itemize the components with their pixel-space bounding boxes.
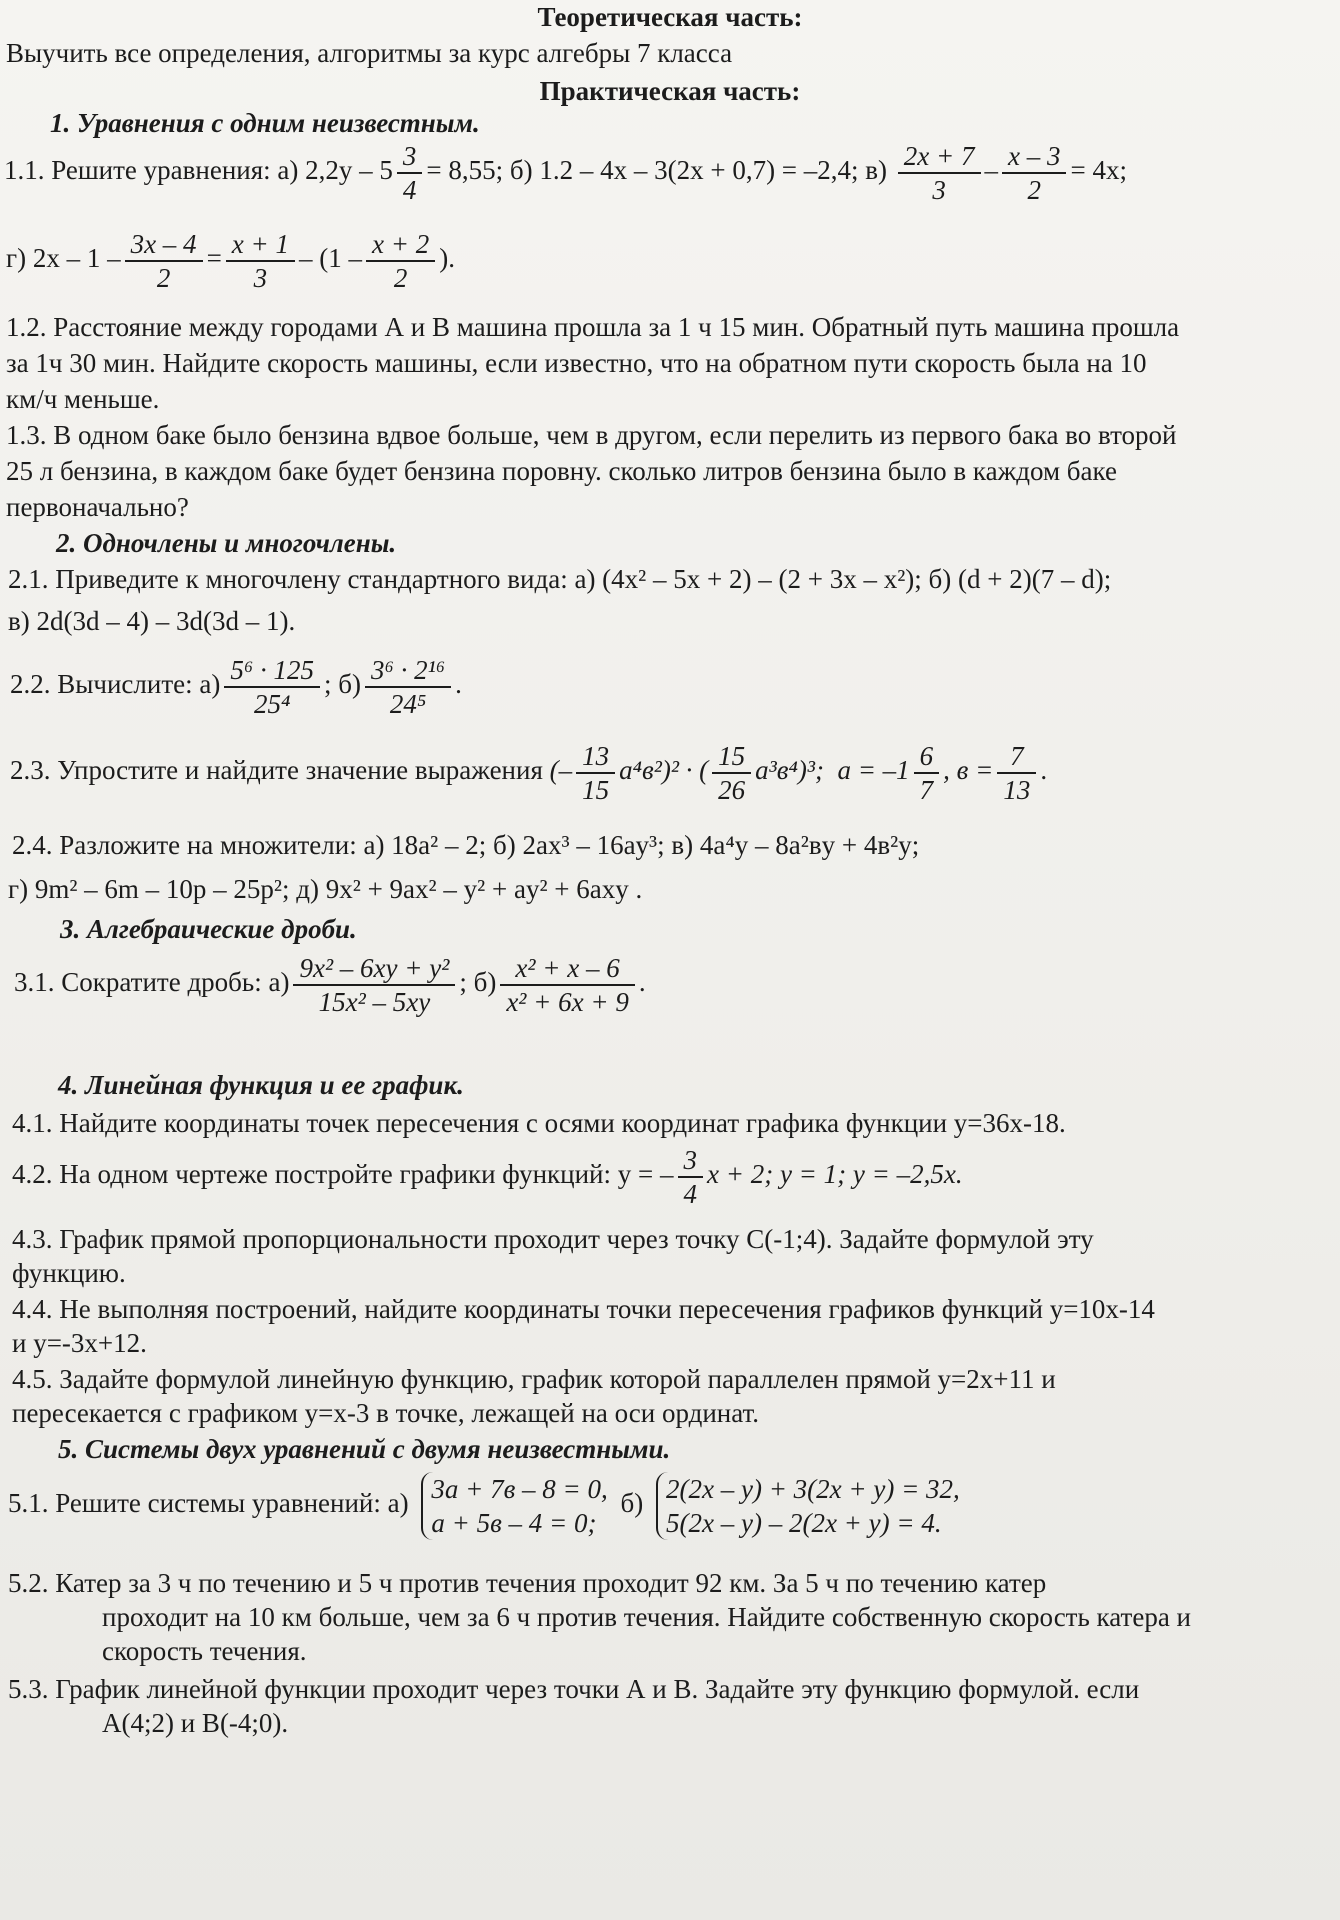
- fraction: $\frac{\text{x² + x – 6}}{\text{x² + 6x + 9}}$: [500, 952, 635, 1018]
- task-4-4-line-1: 4.4. Не выполняя построений, найдите координаты точки пересечения графиков функций y=10x-14: [12, 1294, 1155, 1324]
- task-2-3-mid-2: a³в⁴)³;: [755, 755, 824, 786]
- task-1-1-mid: = 8,55; б) 1.2 – 4x – 3(2x + 0,7) = –2,4; в): [426, 155, 888, 186]
- task-1-3-line-2: 25 л бензина, в каждом баке будет бензина поровну. сколько литров бензина было в каждом баке: [6, 456, 1117, 486]
- task-5-1: [8, 1472, 1340, 1540]
- task-1-1: [4, 140, 1340, 206]
- task-2-1-line-2: в) 2d(3d – 4) – 3d(3d – 1).: [8, 606, 296, 636]
- task-5-3-line-1: 5.3. График линейной функции проходит через точки А и В. Задайте эту функцию формулой. если: [8, 1674, 1140, 1704]
- theory-title: Теоретическая часть:: [537, 2, 803, 32]
- task-1-2-line-2: за 1ч 30 мин. Найдите скорость машины, если известно, что на обратном пути скорость была на 10: [6, 348, 1147, 378]
- fraction: $\frac{3}{4}$: [678, 1144, 704, 1210]
- b-value-label: , в =: [943, 755, 994, 786]
- fraction: $\frac{3x - 4}{2}$: [125, 228, 203, 294]
- minus-sign: –: [984, 155, 998, 186]
- fraction: $\frac{x - 3}{2}$: [1002, 140, 1066, 206]
- section-5-title: 5. Системы двух уравнений с двумя неизвестными.: [58, 1434, 671, 1464]
- task-1-3-line-1: 1.3. В одном баке было бензина вдвое больше, чем в другом, если перелить из первого бака во второй: [6, 420, 1177, 450]
- task-1-2-line-1: 1.2. Расстояние между городами А и В машина прошла за 1 ч 15 мин. Обратный путь машина прошла: [6, 312, 1180, 342]
- task-2-3-mid-1: a⁴в²)² · (: [619, 755, 709, 786]
- task-2-3: [10, 740, 1340, 806]
- task-4-2-prefix: 4.2. На одном чертеже постройте графики функций: y = –: [12, 1159, 674, 1190]
- fraction: $\frac{\text{9x² – 6xy + y²}}{\text{15x² – 5xy}}$: [293, 952, 455, 1018]
- fraction: $\frac{7}{13}$: [997, 740, 1036, 806]
- task-4-2-tail: x + 2; y = 1; y = –2,5x.: [707, 1159, 963, 1190]
- task-5-3-line-2: А(4;2) и В(-4;0).: [102, 1708, 289, 1738]
- fraction: $\frac{6}{7}$: [914, 740, 940, 806]
- paren-close: ).: [439, 243, 455, 274]
- task-4-5-line-1: 4.5. Задайте формулой линейную функцию, график которой параллелен прямой y=2x+11 и: [12, 1364, 1056, 1394]
- task-2-3-tail: .: [1040, 755, 1048, 786]
- task-2-2-prefix: 2.2. Вычислите: а): [10, 669, 221, 700]
- task-3-1: [14, 952, 1340, 1018]
- task-1-1-g-prefix: г) 2x – 1 –: [6, 243, 121, 274]
- fraction: $\frac{x + 1}{3}$: [226, 228, 295, 294]
- task-5-1-mid: б): [620, 1488, 644, 1519]
- task-1-1-g: [6, 228, 1340, 294]
- task-2-2-mid: ; б): [324, 669, 361, 700]
- system-a: 3a + 7в – 8 = 0, a + 5в – 4 = 0;: [421, 1472, 607, 1540]
- fraction: $\frac{2x + 7}{3}$: [898, 140, 981, 206]
- task-2-3-prefix: 2.3. Упростите и найдите значение выражения: [10, 755, 543, 786]
- task-5-2-line-2: проходит на 10 км больше, чем за 6 ч против течения. Найдите собственную скорость катера и: [102, 1602, 1192, 1632]
- section-3-title: 3. Алгебраические дроби.: [60, 914, 357, 944]
- fraction: $\frac{\text{3⁶ · 2¹⁶}}{\text{24⁵}}$: [365, 654, 451, 720]
- task-1-2-line-3: км/ч меньше.: [6, 384, 160, 414]
- task-3-1-prefix: 3.1. Сократите дробь: а): [14, 967, 290, 998]
- task-4-4-line-2: и y=-3x+12.: [12, 1328, 147, 1358]
- task-5-2-line-1: 5.2. Катер за 3 ч по течению и 5 ч против течения проходит 92 км. За 5 ч по течению катер: [8, 1568, 1047, 1598]
- fraction: $\frac{\text{5⁶ · 125}}{\text{25⁴}}$: [224, 654, 320, 720]
- section-4-title: 4. Линейная функция и ее график.: [58, 1070, 464, 1100]
- task-1-1-tail: = 4x;: [1070, 155, 1127, 186]
- equals-sign: =: [206, 243, 222, 274]
- task-3-1-mid: ; б): [459, 967, 497, 998]
- task-3-1-tail: .: [638, 967, 646, 998]
- task-2-4-line-2: г) 9m² – 6m – 10p – 25p²; д) 9x² + 9ax² – y² + ay² + 6axy .: [8, 874, 643, 904]
- paren-open: (–: [549, 755, 573, 786]
- theory-text: Выучить все определения, алгоритмы за курс алгебры 7 класса: [6, 38, 733, 68]
- section-1-title: 1. Уравнения с одним неизвестным.: [50, 108, 480, 138]
- task-5-1-prefix: 5.1. Решите системы уравнений: а): [8, 1488, 409, 1519]
- task-2-2: [10, 654, 1340, 720]
- a-value-label: a = –1: [837, 755, 910, 786]
- task-4-5-line-2: пересекается с графиком y=x-3 в точке, лежащей на оси ординат.: [12, 1398, 760, 1428]
- task-4-3-line-2: функцию.: [12, 1258, 126, 1288]
- fraction: $\frac{15}{26}$: [712, 740, 751, 806]
- task-2-2-tail: .: [455, 669, 462, 700]
- system-b: 2(2x – y) + 3(2x + y) = 32, 5(2x – y) – 2(2x + y) = 4.: [656, 1472, 960, 1540]
- task-5-2-line-3: скорость течения.: [102, 1636, 307, 1666]
- task-4-2: [12, 1144, 1340, 1210]
- section-2-title: 2. Одночлены и многочлены.: [56, 528, 397, 558]
- fraction: $\frac{x + 2}{2}$: [366, 228, 435, 294]
- task-1-3-line-3: первоначально?: [6, 492, 189, 522]
- fraction: $\frac{13}{15}$: [576, 740, 615, 806]
- paren-open: – (1 –: [299, 243, 363, 274]
- task-2-1-line-1: 2.1. Приведите к многочлену стандартного вида: а) (4x² – 5x + 2) – (2 + 3x – x²); б) (d + 2)(7 – d);: [8, 564, 1112, 594]
- task-4-3-line-1: 4.3. График прямой пропорциональности проходит через точку С(-1;4). Задайте формулой эту: [12, 1224, 1094, 1254]
- task-2-4-line-1: 2.4. Разложите на множители: а) 18a² – 2; б) 2ax³ – 16ay³; в) 4a⁴y – 8a²вy + 4в²y;: [12, 830, 920, 860]
- task-1-1-prefix: 1.1. Решите уравнения: а) 2,2y – 5: [4, 155, 393, 186]
- task-4-1: 4.1. Найдите координаты точек пересечения с осями координат графика функции y=36x-18.: [12, 1108, 1066, 1138]
- fraction: $\frac{3}{4}$: [397, 140, 423, 206]
- practice-title: Практическая часть:: [539, 76, 801, 106]
